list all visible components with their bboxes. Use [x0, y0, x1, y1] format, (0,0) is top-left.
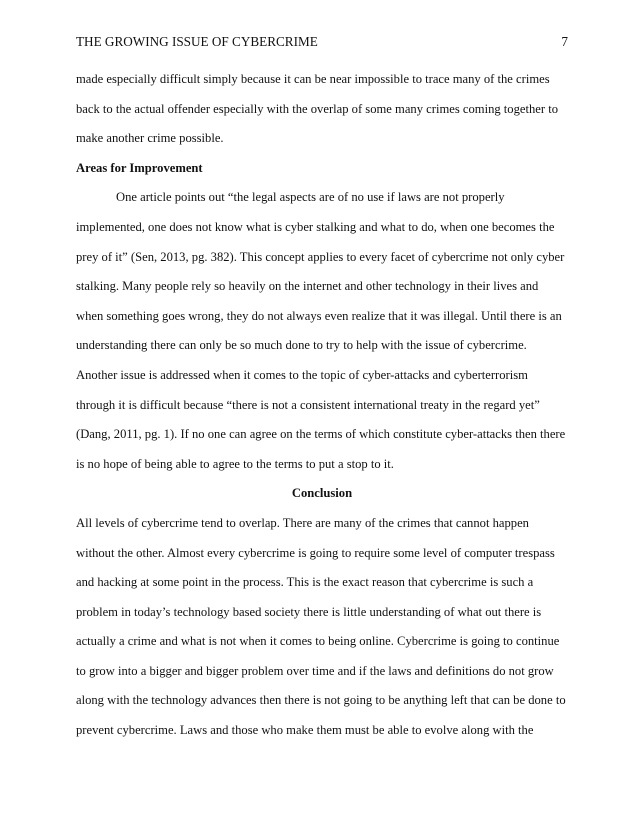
running-title: THE GROWING ISSUE OF CYBERCRIME [76, 34, 318, 49]
text-line: actually a crime and what is not when it comes to being online. Cybercrime is going to continue [76, 634, 560, 649]
running-header [76, 34, 568, 50]
text-line: when something goes wrong, they do not always even realize that it was illegal. Until there is an [76, 308, 562, 323]
text-line: prey of it” (Sen, 2013, pg. 382). This concept applies to every facet of cybercrime not only cyber [76, 249, 565, 264]
text-line: stalking. Many people rely so heavily on the internet and other technology in their lives and [76, 279, 539, 294]
text-line: to grow into a bigger and bigger problem over time and if the laws and definitions do not grow [76, 663, 554, 678]
text-line: All levels of cybercrime tend to overlap. There are many of the crimes that cannot happen [76, 515, 529, 530]
text-line: through it is difficult because “there is not a consistent international treaty in the regard yet” [76, 397, 540, 412]
text-line: Another issue is addressed when it comes to the topic of cyber-attacks and cyberterrorism [76, 367, 528, 382]
text-line: and hacking at some point in the process. This is the exact reason that cybercrime is such a [76, 575, 534, 590]
text-line: along with the technology advances then there is not going to be anything left that can be done to [76, 693, 566, 708]
text-line: is no hope of being able to agree to the terms to put a stop to it. [76, 456, 394, 471]
text-line: prevent cybercrime. Laws and those who make them must be able to evolve along with the [76, 723, 534, 738]
page-number: 7 [561, 34, 568, 49]
text-line: without the other. Almost every cybercrime is going to require some level of computer trespass [76, 545, 555, 560]
text-line: make another crime possible. [76, 131, 224, 146]
text-line: implemented, one does not know what is cyber stalking and what to do, when one becomes the [76, 219, 555, 234]
body-text [76, 72, 568, 753]
text-line: One article points out “the legal aspects are of no use if laws are not properly [116, 190, 505, 205]
text-line: (Dang, 2011, pg. 1). If no one can agree on the terms of which constitute cyber-attacks then there [76, 427, 566, 442]
text-line: back to the actual offender especially with the overlap of some many crimes coming together to [76, 101, 559, 116]
text-line: problem in today’s technology based society there is little understanding of what out there is [76, 604, 542, 619]
section-heading: Conclusion [291, 486, 353, 501]
section-heading: Areas for Improvement [76, 160, 203, 175]
text-line: understanding there can only be so much done to try to help with the issue of cybercrime. [76, 338, 527, 353]
text-line: made especially difficult simply because it can be near impossible to trace many of the crimes [76, 72, 550, 86]
